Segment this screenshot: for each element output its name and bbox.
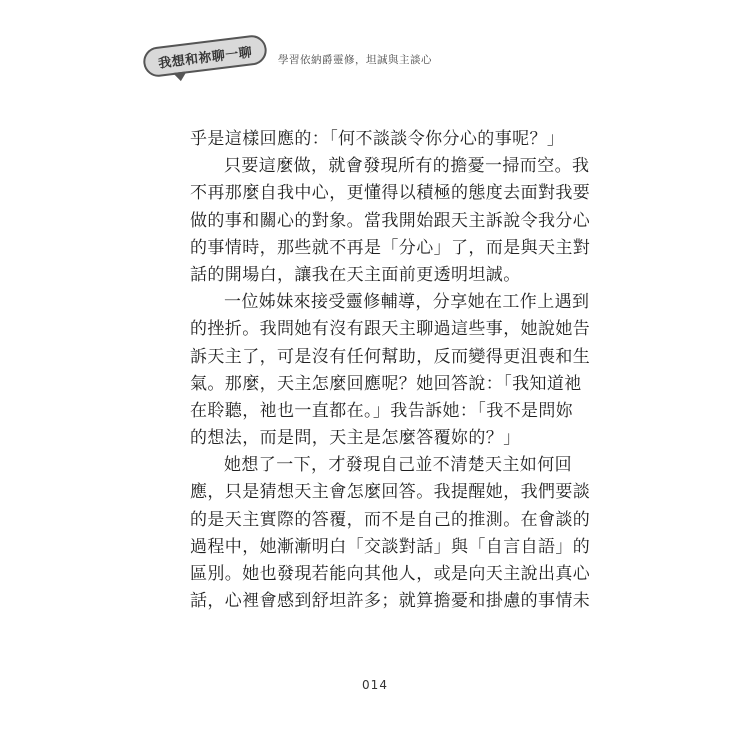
text-line: 區別。她也發現若能向其他人，或是向天主說出真心 <box>190 564 591 584</box>
text-line: 乎是這樣回應的：「何不談談令你分心的事呢？」 <box>190 129 565 149</box>
body-text <box>190 126 591 615</box>
text-line: 在聆聽，祂也一直都在。」我告訴她：「我不是問妳 <box>190 400 574 421</box>
series-badge <box>142 34 269 79</box>
running-head: 學習依納爵靈修，坦誠與主談心 <box>278 54 432 66</box>
text-line: 應，只是猜想天主會怎麼回答。我提醒她，我們要談 <box>190 482 591 503</box>
text-line: 的是天主實際的答覆，而不是自己的推測。在會談的 <box>190 509 591 530</box>
series-badge-label: 我想和祢聊一聊 <box>157 44 254 72</box>
text-line: 訴天主了，可是沒有任何幫助，反而變得更沮喪和生 <box>190 346 591 367</box>
text-line: 只要這麼做，就會發現所有的擔憂一掃而空。我 <box>224 156 590 177</box>
text-line: 不再那麼自我中心，更懂得以積極的態度去面對我要 <box>190 183 591 204</box>
text-line: 的事情時，那些就不再是「分心」了，而是與天主對 <box>190 237 591 258</box>
text-line: 一位姊妹來接受靈修輔導，分享她在工作上遇到 <box>224 292 590 313</box>
text-line: 氣。那麼，天主怎麼回應呢？她回答說：「我知道祂 <box>190 373 582 394</box>
text-line: 的想法，而是問，天主是怎麼答覆妳的？」 <box>190 428 521 449</box>
text-line: 話，心裡會感到舒坦許多；就算擔憂和掛慮的事情未 <box>190 591 591 612</box>
text-line: 的挫折。我問她有沒有跟天主聊過這些事，她說她告 <box>190 319 591 340</box>
page-number: 014 <box>362 678 388 692</box>
text-line: 過程中，她漸漸明白「交談對話」與「自言自語」的 <box>190 536 591 557</box>
text-line: 做的事和關心的對象。當我開始跟天主訴說令我分心 <box>190 210 591 231</box>
text-line: 她想了一下，才發現自己並不清楚天主如何回 <box>224 455 572 476</box>
text-line: 話的開場白，讓我在天主面前更透明坦誠。 <box>190 264 521 285</box>
